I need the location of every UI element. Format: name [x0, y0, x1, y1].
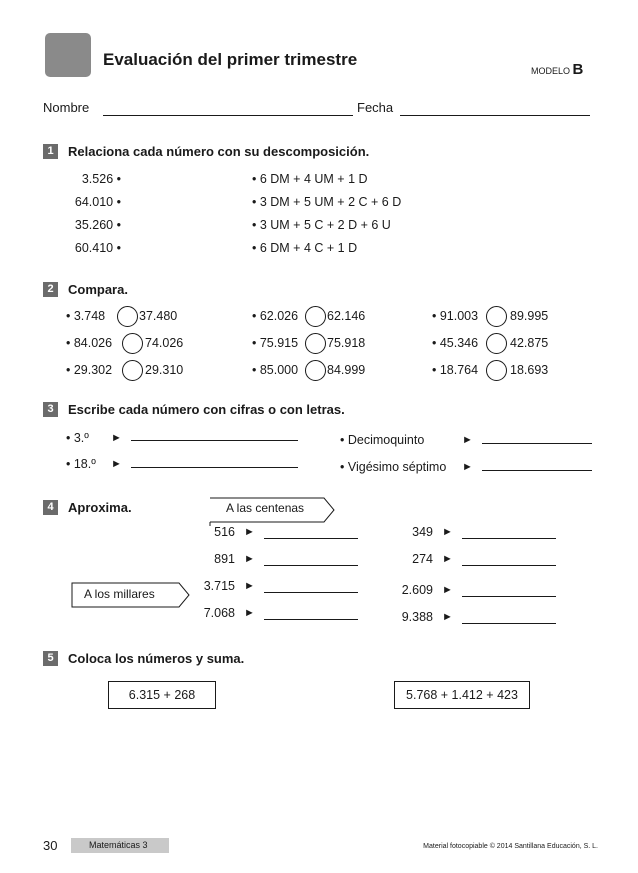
compare-right-value: 29.310 — [145, 363, 184, 377]
section-5-number: 5 — [43, 651, 58, 666]
approx-number: 516 — [214, 525, 235, 539]
s1-right-item[interactable]: • 3 UM + 5 C + 2 D + 6 U — [252, 218, 391, 232]
model-label: MODELO — [531, 66, 571, 76]
section-4-title: Aproxima. — [68, 500, 132, 515]
model-letter: B — [572, 61, 584, 78]
compare-right-value: 84.999 — [327, 363, 366, 377]
hundreds-tag-label: A las centenas — [226, 501, 305, 515]
thousands-tag-label: A los millares — [84, 587, 155, 601]
title-decoration-square — [45, 33, 91, 77]
arrow-right-icon: ► — [244, 580, 255, 592]
name-field-line[interactable] — [103, 115, 353, 116]
arrow-right-icon: ► — [442, 611, 453, 623]
page-number: 30 — [43, 838, 58, 853]
sum-box[interactable]: 6.315 + 268 — [108, 681, 216, 709]
ordinal-item: • 3.º — [66, 431, 89, 445]
compare-right-value: 62.146 — [327, 309, 366, 323]
compare-right-value: 74.026 — [145, 336, 184, 350]
arrow-right-icon: ► — [462, 461, 473, 473]
approx-number: 349 — [412, 525, 433, 539]
ordinal-item: • Vigésimo séptimo — [340, 460, 447, 474]
arrow-right-icon: ► — [244, 607, 255, 619]
compare-circle[interactable] — [305, 306, 326, 327]
compare-right-value: 75.918 — [327, 336, 366, 350]
page-title: Evaluación del primer trimestre — [103, 50, 358, 69]
s1-right-item[interactable]: • 3 DM + 5 UM + 2 C + 6 D — [252, 195, 402, 209]
s1-left-item[interactable]: 64.010 • — [74, 195, 121, 209]
compare-circle[interactable] — [117, 306, 138, 327]
answer-line[interactable] — [482, 443, 592, 444]
compare-circle[interactable] — [486, 306, 507, 327]
compare-right-value: 89.995 — [510, 309, 549, 323]
answer-line[interactable] — [462, 565, 556, 566]
section-1-number: 1 — [43, 144, 58, 159]
arrow-right-icon: ► — [244, 553, 255, 565]
date-field-line[interactable] — [400, 115, 590, 116]
answer-line[interactable] — [264, 592, 358, 593]
compare-circle[interactable] — [305, 360, 326, 381]
section-2-number: 2 — [43, 282, 58, 297]
answer-line[interactable] — [264, 538, 358, 539]
answer-line[interactable] — [482, 470, 592, 471]
name-label: Nombre — [43, 100, 90, 115]
section-1-title: Relaciona cada número con su descomposición. — [68, 144, 370, 159]
compare-circle[interactable] — [486, 333, 507, 354]
subject-label: Matemáticas 3 — [89, 840, 148, 850]
copyright-notice: Material fotocopiable © 2014 Santillana Educación, S. L. — [423, 843, 598, 850]
date-label: Fecha — [357, 100, 394, 115]
compare-left-value: • 91.003 — [432, 309, 479, 323]
answer-line[interactable] — [264, 565, 358, 566]
ordinal-item: • 18.º — [66, 457, 96, 471]
arrow-right-icon: ► — [442, 526, 453, 538]
compare-circle[interactable] — [122, 333, 143, 354]
approx-number: 891 — [214, 552, 235, 566]
arrow-right-icon: ► — [442, 553, 453, 565]
arrow-right-icon: ► — [442, 584, 453, 596]
compare-left-value: • 29.302 — [66, 363, 113, 377]
answer-line[interactable] — [131, 440, 298, 441]
arrow-right-icon: ► — [244, 526, 255, 538]
model-indicator — [531, 61, 583, 78]
section-5-title: Coloca los números y suma. — [68, 651, 245, 666]
answer-line[interactable] — [264, 619, 358, 620]
approx-number: 7.068 — [203, 606, 235, 620]
ordinal-item: • Decimoquinto — [340, 433, 425, 447]
thousands-tag — [71, 582, 191, 608]
compare-right-value: 18.693 — [510, 363, 549, 377]
approx-number: 3.715 — [203, 579, 235, 593]
compare-left-value: • 62.026 — [252, 309, 299, 323]
arrow-right-icon: ► — [462, 434, 473, 446]
s1-left-item[interactable]: 3.526 • — [81, 172, 121, 186]
compare-left-value: • 18.764 — [432, 363, 479, 377]
answer-line[interactable] — [131, 467, 298, 468]
answer-line[interactable] — [462, 596, 556, 597]
s1-left-item[interactable]: 60.410 • — [74, 241, 121, 255]
compare-left-value: • 45.346 — [432, 336, 479, 350]
compare-circle[interactable] — [486, 360, 507, 381]
approx-number: 9.388 — [401, 610, 433, 624]
section-2-title: Compara. — [68, 282, 128, 297]
compare-circle[interactable] — [122, 360, 143, 381]
compare-left-value: • 3.748 — [66, 309, 106, 323]
compare-left-value: • 75.915 — [252, 336, 299, 350]
arrow-right-icon: ► — [111, 458, 122, 470]
arrow-right-icon: ► — [111, 432, 122, 444]
s1-left-item[interactable]: 35.260 • — [74, 218, 121, 232]
compare-circle[interactable] — [305, 333, 326, 354]
compare-right-value: 37.480 — [139, 309, 178, 323]
s1-right-item[interactable]: • 6 DM + 4 C + 1 D — [252, 241, 358, 255]
sum-box[interactable]: 5.768 + 1.412 + 423 — [394, 681, 530, 709]
compare-left-value: • 84.026 — [66, 336, 113, 350]
approx-number: 274 — [412, 552, 433, 566]
approx-number: 2.609 — [401, 583, 433, 597]
answer-line[interactable] — [462, 538, 556, 539]
section-3-number: 3 — [43, 402, 58, 417]
section-3-title: Escribe cada número con cifras o con letras. — [68, 402, 345, 417]
s1-right-item[interactable]: • 6 DM + 4 UM + 1 D — [252, 172, 368, 186]
section-4-number: 4 — [43, 500, 58, 515]
answer-line[interactable] — [462, 623, 556, 624]
compare-left-value: • 85.000 — [252, 363, 299, 377]
compare-right-value: 42.875 — [510, 336, 549, 350]
